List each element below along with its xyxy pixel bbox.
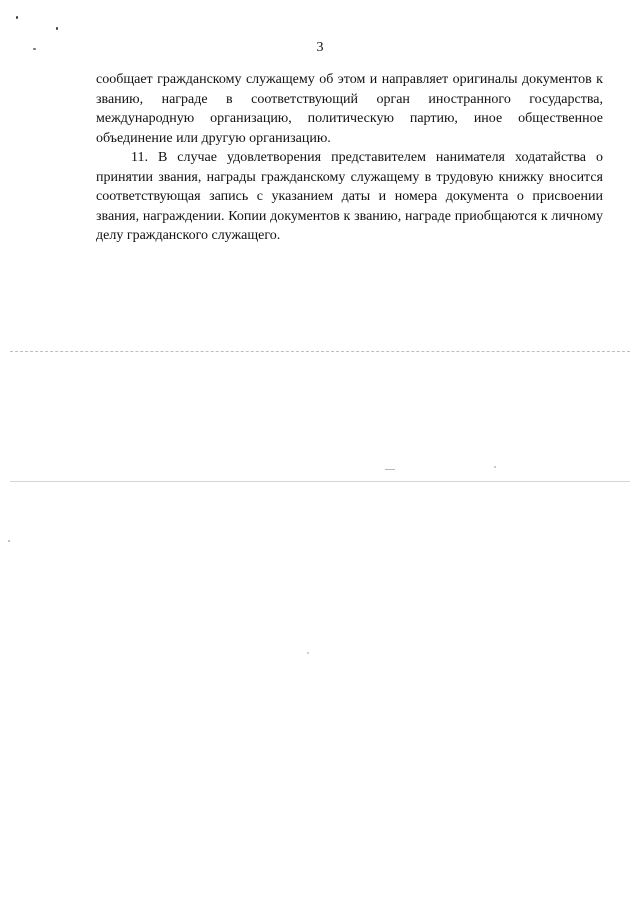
paragraph-11: 11. В случае удовлетворения представителем нанимателя ходатайства о принятии звания, награды гражданскому служащему в трудовую книжку вносится соответствующая запись с указанием даты и номера документа о присвоении звания, награждении. Копии документов к званию, награде приобщаются к личному делу гражданского служащего. (96, 150, 603, 243)
scan-speck (56, 27, 58, 30)
body-text (96, 70, 603, 246)
scan-speck (16, 16, 18, 19)
scan-speck (385, 469, 395, 470)
scan-artifact-line (10, 351, 630, 352)
scan-speck (8, 540, 10, 542)
scan-speck (494, 466, 496, 468)
scan-artifact-line (10, 481, 630, 482)
paragraph-continuation: сообщает гражданскому служащему об этом и направляет оригиналы документов к званию, награде в соответствующий орган иностранного государства, международную организацию, политическую партию, иное общественное объединение или другую организацию. (96, 72, 603, 146)
page-number: 3 (316, 40, 324, 55)
scan-speck (307, 652, 309, 654)
